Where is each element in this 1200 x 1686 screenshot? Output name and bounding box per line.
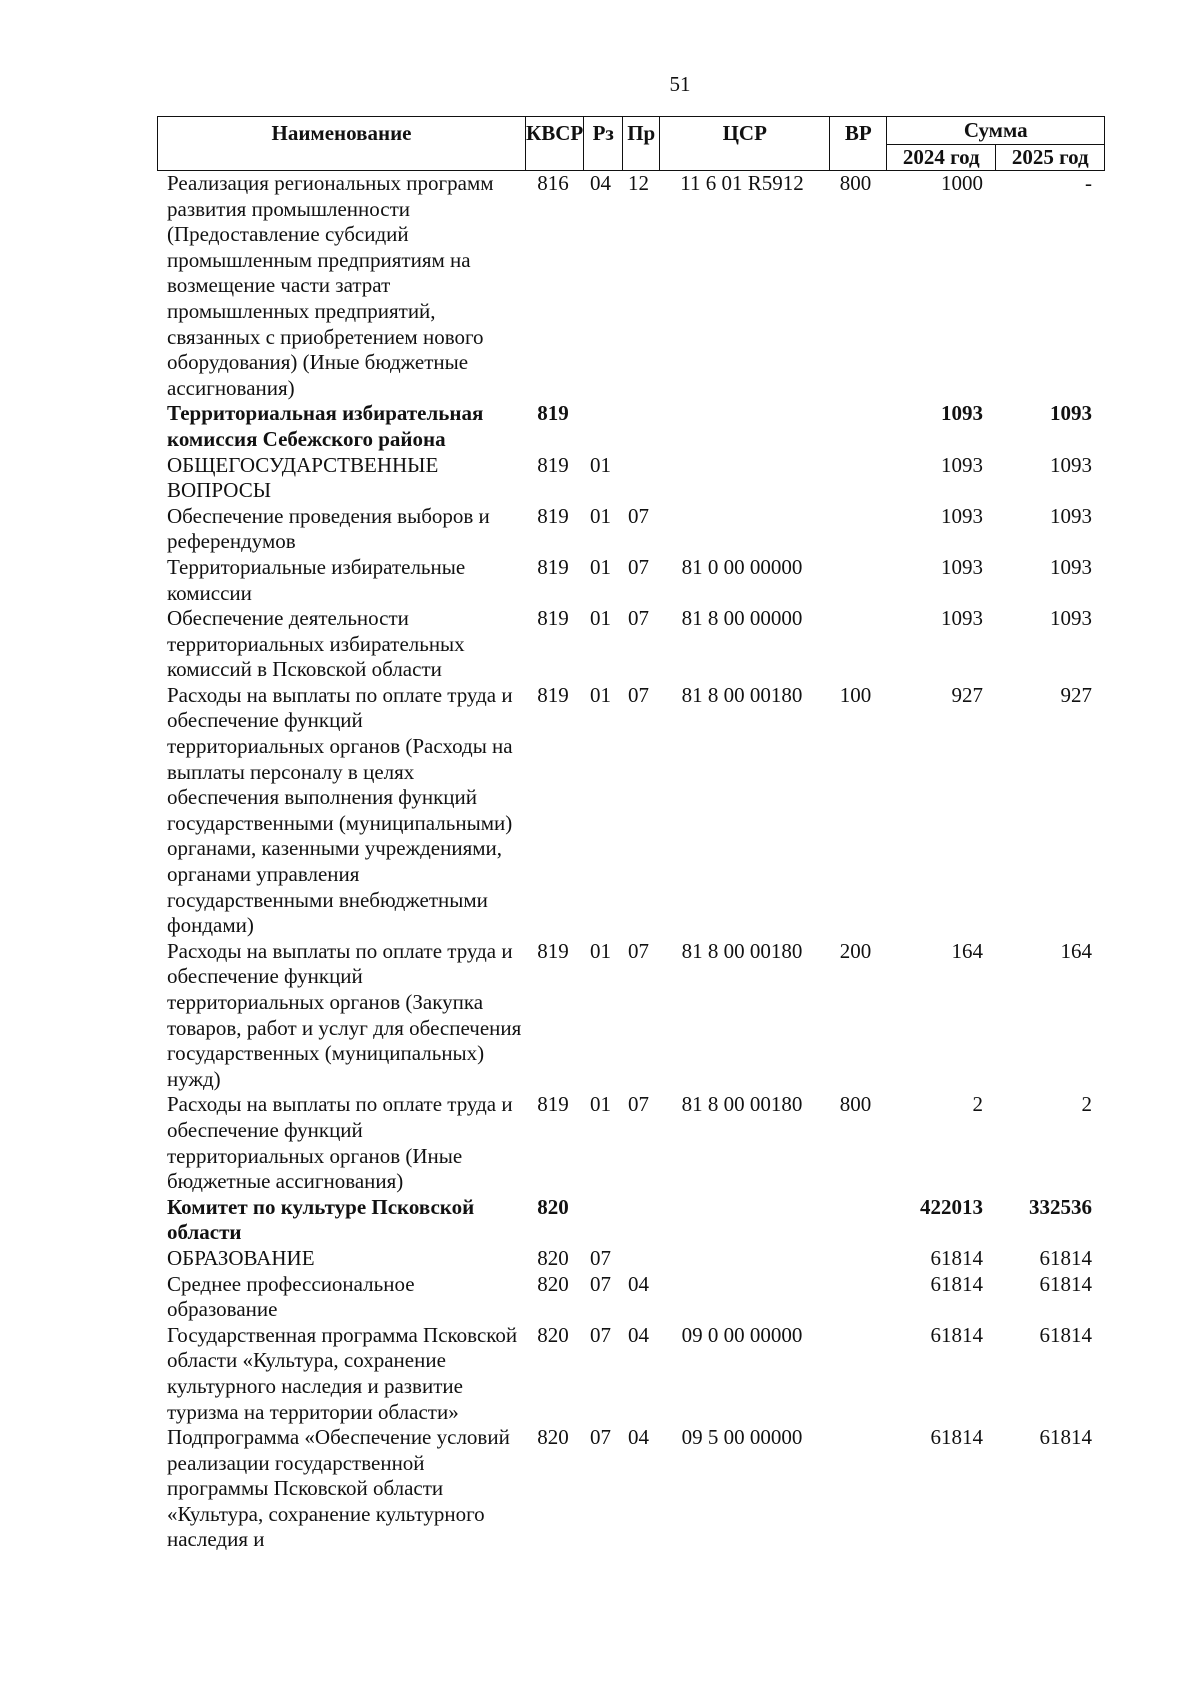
table-row xyxy=(157,1425,1102,1553)
cell-csr: 81 8 00 00000 xyxy=(681,606,803,631)
cell-y2025: 61814 xyxy=(1039,1245,1092,1270)
cell-rz: 07 xyxy=(590,1271,611,1296)
cell-csr: 81 8 00 00180 xyxy=(681,682,803,707)
cell-rz: 07 xyxy=(590,1245,611,1270)
cell-csr xyxy=(657,1272,827,1323)
table-header xyxy=(157,116,1105,171)
cell-kvsr: 819 xyxy=(537,938,569,963)
cell-kvsr: 816 xyxy=(537,171,569,195)
header-kvsr: КВСР xyxy=(526,117,584,171)
cell-kvsr: 820 xyxy=(537,1245,569,1270)
cell-csr: 81 8 00 00180 xyxy=(681,1092,803,1117)
cell-vr xyxy=(827,1246,884,1272)
cell-y2024: 1093 xyxy=(941,452,983,477)
cell-name: Расходы на выплаты по оплате труда и обеспечение функций территориальных органов (Закупка товаров, работ и услуг для обеспечения государственных (муниципальных) нужд) xyxy=(167,938,522,1091)
cell-vr xyxy=(827,1195,884,1246)
cell-y2024: 2 xyxy=(972,1092,983,1117)
cell-y2024: 422013 xyxy=(920,1194,983,1219)
cell-y2025: 164 xyxy=(1060,938,1092,963)
cell-kvsr: 819 xyxy=(537,554,569,579)
cell-rz: 01 xyxy=(590,452,611,477)
cell-y2025: 1093 xyxy=(1050,401,1092,426)
cell-vr xyxy=(827,504,884,555)
cell-vr: 800 xyxy=(839,1092,872,1117)
cell-pr: 04 xyxy=(628,1425,649,1450)
cell-kvsr: 819 xyxy=(537,1092,569,1117)
cell-vr xyxy=(827,555,884,606)
cell-name: Государственная программа Псковской области «Культура, сохранение культурного наследия и развитие туризма на территории области» xyxy=(167,1322,518,1424)
cell-y2025: 2 xyxy=(1081,1092,1092,1117)
cell-y2025: 61814 xyxy=(1039,1425,1092,1450)
cell-y2025: - xyxy=(1085,171,1092,195)
cell-y2024: 1093 xyxy=(941,401,983,426)
table-row xyxy=(157,1195,1102,1246)
header-csr: ЦСР xyxy=(660,117,830,171)
cell-y2025: 61814 xyxy=(1039,1322,1092,1347)
cell-name: Территориальные избирательные комиссии xyxy=(167,554,466,605)
table-row xyxy=(157,401,1102,452)
cell-vr: 200 xyxy=(839,938,872,963)
cell-kvsr: 819 xyxy=(537,401,569,426)
header-pr: Пр xyxy=(623,117,660,171)
cell-vr xyxy=(827,453,884,504)
cell-kvsr: 819 xyxy=(537,682,569,707)
cell-csr: 09 5 00 00000 xyxy=(681,1425,803,1450)
cell-name: Подпрограмма «Обеспечение условий реализации государственной программы Псковской области «Культура, сохранение культурного наследия и xyxy=(167,1425,510,1552)
cell-pr xyxy=(620,1195,657,1246)
cell-y2025: 332536 xyxy=(1029,1194,1092,1219)
cell-pr xyxy=(620,453,657,504)
cell-rz: 04 xyxy=(590,171,611,195)
cell-y2024: 1000 xyxy=(941,171,983,195)
table-row xyxy=(157,555,1102,606)
cell-rz: 07 xyxy=(590,1322,611,1347)
cell-csr: 81 0 00 00000 xyxy=(681,554,803,579)
budget-table xyxy=(157,171,1102,1553)
cell-kvsr: 820 xyxy=(537,1271,569,1296)
cell-pr: 07 xyxy=(628,1092,649,1117)
cell-vr xyxy=(827,606,884,683)
cell-pr: 07 xyxy=(628,503,649,528)
cell-pr: 04 xyxy=(628,1322,649,1347)
cell-pr: 07 xyxy=(628,682,649,707)
cell-rz: 01 xyxy=(590,606,611,631)
cell-kvsr: 820 xyxy=(537,1194,569,1219)
header-2025: 2025 год xyxy=(996,145,1105,171)
cell-y2024: 1093 xyxy=(941,554,983,579)
cell-vr xyxy=(827,1425,884,1553)
cell-rz: 01 xyxy=(590,682,611,707)
cell-y2024: 927 xyxy=(951,682,983,707)
cell-vr: 100 xyxy=(839,682,872,707)
cell-csr xyxy=(657,504,827,555)
cell-y2024: 164 xyxy=(951,938,983,963)
cell-kvsr: 819 xyxy=(537,606,569,631)
cell-csr xyxy=(657,1246,827,1272)
cell-name: ОБРАЗОВАНИЕ xyxy=(167,1245,315,1270)
cell-rz: 07 xyxy=(590,1425,611,1450)
cell-rz: 01 xyxy=(590,554,611,579)
table-row xyxy=(157,683,1102,939)
table-row xyxy=(157,1246,1102,1272)
cell-y2024: 61814 xyxy=(930,1271,983,1296)
cell-y2025: 61814 xyxy=(1039,1271,1092,1296)
cell-y2025: 1093 xyxy=(1050,606,1092,631)
cell-pr: 07 xyxy=(628,938,649,963)
cell-y2025: 1093 xyxy=(1050,503,1092,528)
cell-csr xyxy=(657,401,827,452)
cell-y2025: 1093 xyxy=(1050,554,1092,579)
cell-pr xyxy=(620,401,657,452)
cell-rz xyxy=(581,401,620,452)
cell-pr: 07 xyxy=(628,554,649,579)
cell-pr: 07 xyxy=(628,606,649,631)
cell-name: ОБЩЕГОСУДАРСТВЕННЫЕ ВОПРОСЫ xyxy=(167,452,439,503)
cell-csr: 81 8 00 00180 xyxy=(681,938,803,963)
cell-name: Расходы на выплаты по оплате труда и обеспечение функций территориальных органов (Иные бюджетные ассигнования) xyxy=(167,1092,513,1194)
cell-vr xyxy=(827,1323,884,1425)
cell-kvsr: 820 xyxy=(537,1322,569,1347)
header-2024: 2024 год xyxy=(887,145,996,171)
cell-name: Территориальная избирательная комиссия Себежского района xyxy=(167,401,484,451)
cell-y2024: 1093 xyxy=(941,503,983,528)
cell-rz: 01 xyxy=(590,938,611,963)
cell-pr xyxy=(620,1246,657,1272)
header-name: Наименование xyxy=(158,117,526,171)
cell-y2024: 61814 xyxy=(930,1425,983,1450)
table-row xyxy=(157,171,1102,401)
cell-kvsr: 819 xyxy=(537,452,569,477)
cell-name: Среднее профессиональное образование xyxy=(167,1271,415,1322)
header-rz: Рз xyxy=(584,117,623,171)
cell-pr: 12 xyxy=(628,171,649,195)
table-row xyxy=(157,939,1102,1093)
table-row xyxy=(157,453,1102,504)
table-row xyxy=(157,1092,1102,1194)
cell-vr xyxy=(827,1272,884,1323)
cell-kvsr: 819 xyxy=(537,503,569,528)
cell-y2025: 1093 xyxy=(1050,452,1092,477)
header-vr: ВР xyxy=(830,117,887,171)
cell-csr xyxy=(657,1195,827,1246)
cell-y2024: 1093 xyxy=(941,606,983,631)
cell-kvsr: 820 xyxy=(537,1425,569,1450)
page-number: 51 xyxy=(669,72,691,96)
cell-rz xyxy=(581,1195,620,1246)
cell-name: Расходы на выплаты по оплате труда и обеспечение функций территориальных органов (Расходы на выплаты персоналу в целях обеспечения выполнения функций государственными (муниципальными) органами, казенными учреждениями, органами управления государственными внебюджетными фондами) xyxy=(167,682,513,938)
table-row xyxy=(157,1323,1102,1425)
cell-vr xyxy=(827,401,884,452)
cell-y2024: 61814 xyxy=(930,1322,983,1347)
cell-csr xyxy=(657,453,827,504)
cell-rz: 01 xyxy=(590,503,611,528)
header-sum: Сумма xyxy=(887,117,1105,145)
table-row xyxy=(157,606,1102,683)
cell-name: Реализация региональных программ развития промышленности (Предоставление субсидий промышленным предприятиям на возмещение части затрат промышленных предприятий, связанных с приобретением нового оборудования) (Иные бюджетные ассигнования) xyxy=(167,171,494,400)
cell-name: Обеспечение проведения выборов и референдумов xyxy=(167,503,490,554)
cell-y2025: 927 xyxy=(1060,682,1092,707)
cell-pr: 04 xyxy=(628,1271,649,1296)
table-row xyxy=(157,504,1102,555)
cell-csr: 09 0 00 00000 xyxy=(681,1322,803,1347)
cell-y2024: 61814 xyxy=(930,1245,983,1270)
table-row xyxy=(157,1272,1102,1323)
cell-name: Обеспечение деятельности территориальных избирательных комиссий в Псковской области xyxy=(167,606,465,682)
cell-name: Комитет по культуре Псковской области xyxy=(167,1194,475,1245)
cell-rz: 01 xyxy=(590,1092,611,1117)
cell-vr: 800 xyxy=(839,171,872,195)
cell-csr: 11 6 01 R5912 xyxy=(680,171,804,195)
